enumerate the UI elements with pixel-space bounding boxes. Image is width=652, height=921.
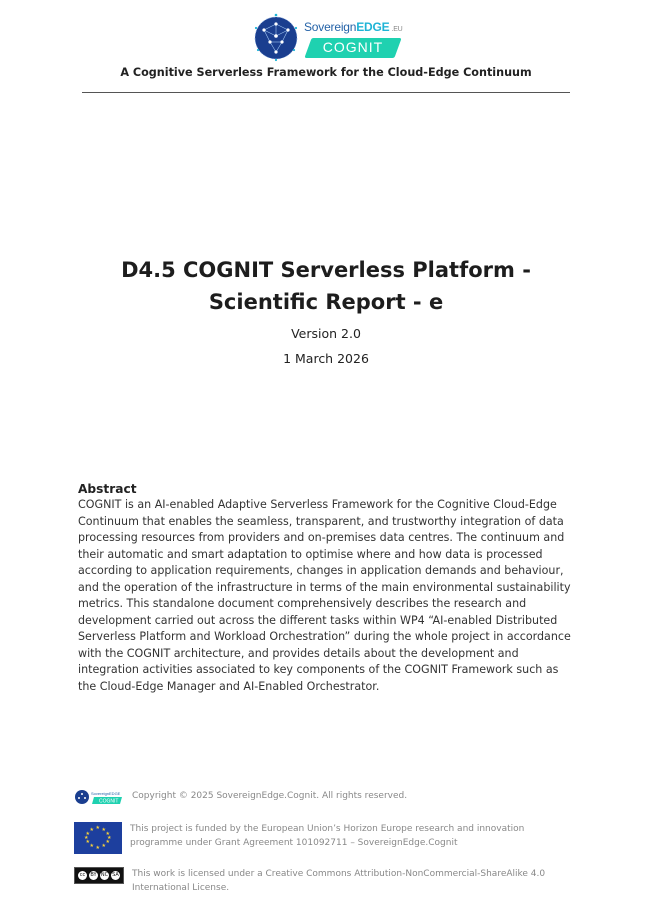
document-version: Version 2.0 (291, 326, 361, 341)
svg-text:SovereignEDGE: SovereignEDGE (91, 791, 121, 796)
document-date: 1 March 2026 (283, 351, 369, 366)
title-line-1: D4.5 COGNIT Serverless Platform - (121, 258, 531, 282)
mini-network-globe-icon (74, 789, 124, 805)
copyright-text: Copyright © 2025 SovereignEdge.Cognit. All rights reserved. (132, 791, 408, 801)
footer-copyright-row (74, 789, 552, 805)
cc-badge-label: cc (79, 872, 86, 878)
mini-cognit-logo (74, 789, 124, 805)
footer-funding-row (74, 822, 550, 854)
cc-badge-label: BY (90, 872, 97, 878)
title-line-2: Scientific Report - e (208, 290, 444, 314)
brand-wordmark: SovereignEDGE .EU (304, 20, 403, 34)
creative-commons-badge-icon[interactable] (74, 867, 124, 884)
header-divider (82, 92, 570, 93)
abstract-body: COGNIT is an AI-enabled Adaptive Serverless Framework for the Cognitive Cloud-Edge Continuum that enables the seamless, transparent, and trustworthy integration of data processing resources from providers and on-premises data centres. The continuum and their automatic and smart adaptation to optimise where and how data is processed according to application requirements, changes in application demands and behaviour, and the operation of the infrastructure in terms of the main environmental sustainability metrics. This standalone document comprehensively describes the research and development carried out across the different tasks within WP4 “AI-enabled Distributed Serverless Platform and Workload Orchestration” during the whole project in accordance with the COGNIT architecture, and provides details about the development and integration activities associated to key components of the COGNIT Framework such as the Cloud-Edge Manager and AI-Enabled Orchestrator. (78, 498, 571, 693)
svg-text:COGNIT: COGNIT (99, 798, 119, 805)
network-globe-icon (250, 12, 302, 62)
cc-badge-label: NC (100, 872, 109, 878)
abstract-heading: Abstract (78, 482, 137, 496)
footer-license-row (74, 867, 552, 895)
document-title (0, 254, 652, 318)
cc-badge-label: SA (112, 872, 119, 878)
header-tagline: A Cognitive Serverless Framework for the Cloud-Edge Continuum (120, 66, 532, 79)
document-header (0, 0, 652, 95)
cognit-wordmark: COGNIT (322, 39, 384, 55)
abstract-section (78, 482, 578, 695)
eu-flag-icon: ★ ★ ★ ★ ★ ★ ★ ★ ★ ★ ★ ★ (74, 822, 122, 854)
sovereignedge-cognit-logo (250, 12, 410, 62)
license-text: This work is licensed under a Creative Commons Attribution-NonCommercial-ShareAlike 4.0 International License. (132, 869, 546, 893)
funding-text: This project is funded by the European Union’s Horizon Europe research and innovation programme under Grant Agreement 101092711 – SovereignEdge.Cognit (130, 824, 525, 848)
